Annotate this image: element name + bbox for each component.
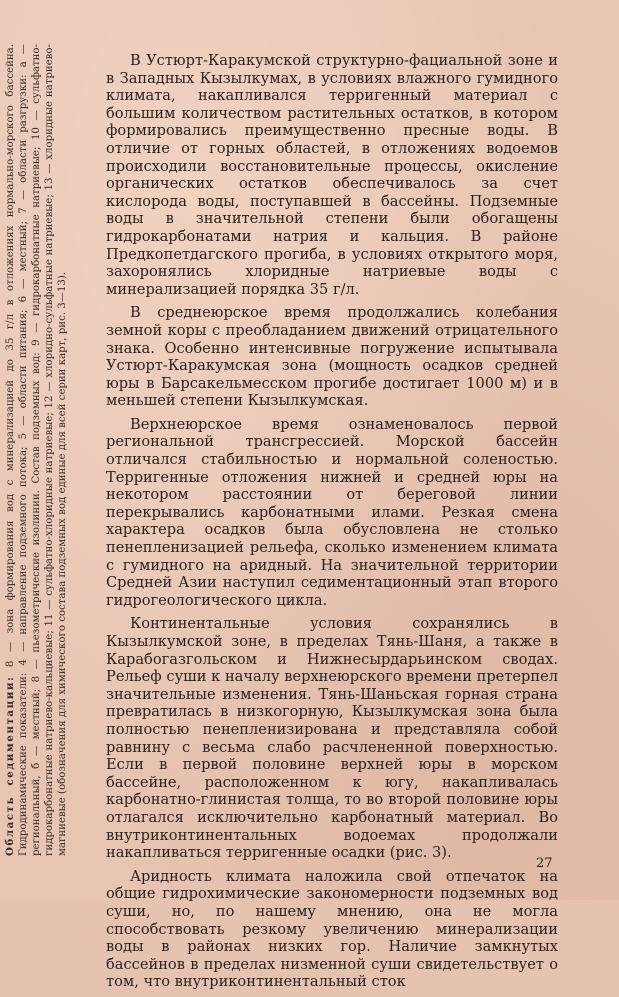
paragraph-4: Континентальные условия сохранялись в Кызылкумской зоне, в пределах Тянь-Шаня, а также в Карабогазгольском и Нижнесырдарьинском сводах. Рельеф суши к началу верхнеюрского времени претерпел значительные изменения. Тянь-Шаньская горная страна превратилась в низкогорную, Кызылкумская зона была полностью пенепленизирована и представляла собой равнину с весьма слабо расчлененной поверхностью. Если в первой половине верхней юры в морском бассейне, расположенном к югу, накапливалась карбонатно-глинистая толща, то во второй половине юры отлагался исключительно карбонатный материал. Во внутриконтинентальных водоемах продолжали накапливаться терригенные осадки (рис. 3). xyxy=(106,615,558,862)
caption-body: 8 — зона формирования вод с минерализацией до 35 г/л в отложениях нормально-морского бассейна. Гидродинамические показатели: 4 — направление подземного потока; 5 — области питания; 6 — местный; 7 — области разгрузки: а — региональный, б — местный; 8 — пьезометрические изолинии. Состав подземных вод: 9 — гидрокарбонатные натриевые; 10 — сульфатно-гидрокарбонатные натриево-кальциевые; 11 — сульфатно-хлоридные натриевые; 12 — хлоридно-сульфатные натриевые; 13 — хлоридные натриево-магниевые (обозначения для химического состава подземных вод единые для всей серии карт, рис. 3—13). xyxy=(5,44,68,856)
paragraph-2: В среднеюрское время продолжались колебания земной коры с преобладанием движений отрицательного знака. Особенно интенсивные погружение испытывала Устюрт-Каракумская зона (мощность осадков средней юры в Барсакельмесском прогибе достигает 1000 м) и в меньшей степени Кызылкумская. xyxy=(106,304,558,410)
paragraph-5: Аридность климата наложила свой отпечаток на общие гидрохимические закономерности подземных вод суши, но, по нашему мнению, она не могла способствовать резкому увеличению минерализации воды в районах низких гор. Наличие замкнутых бассейнов в пределах низменной суши свидетельствует о том, что внутриконтинентальный сток xyxy=(106,867,558,991)
paragraph-1: В Устюрт-Каракумской структурно-фациальной зоне и в Западных Кызылкумах, в условиях влажного гумидного климата, накапливался терригенный материал с большим количеством растительных остатков, в котором формировались преимущественно пресные воды. В отличие от горных областей, в отложениях водоемов происходили восстановительные процессы, окисление органических остатков обеспечивалось за счет кислорода воды, поступавшей в бассейны. Подземные воды в значительной степени были обогащены гидрокарбонатами натрия и кальция. В районе Предкопетдагского прогиба, в условиях открытого моря, захоронялись хлоридные натриевые воды с минерализацией порядка 35 г/л. xyxy=(106,52,558,298)
caption-lead: Область седиментации: xyxy=(4,675,16,856)
figure-caption-vertical xyxy=(4,44,100,856)
page-number: 27 xyxy=(536,856,553,871)
body-text xyxy=(106,52,558,997)
figure-caption-text xyxy=(4,44,70,856)
paragraph-3: Верхнеюрское время ознаменовалось первой региональной трансгрессией. Морской бассейн отличался стабильностью и нормальной соленостью. Терригенные отложения нижней и средней юры на некотором расстоянии от береговой линии перекрывались карбонатными илами. Резкая смена характера осадков была обусловлена не столько пенепленизацией рельефа, сколько изменением климата с гумидного на аридный. На значительной территории Средней Азии наступил седиментационный этап второго гидрогеологического цикла. xyxy=(106,415,558,609)
